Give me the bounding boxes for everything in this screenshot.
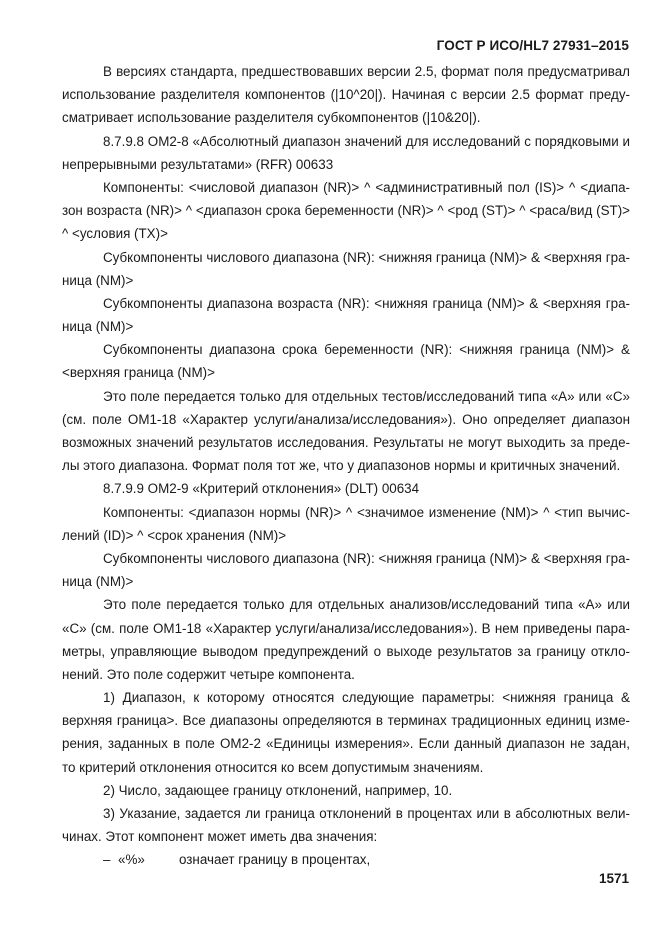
text-line: чинах. Этот компонент может иметь два значения:	[62, 829, 378, 845]
text-line: ница (NM)>	[62, 574, 134, 590]
bullet-dash: –	[103, 852, 111, 868]
text-line: «C» (см. поле OM1-18 «Характер услуги/анализа/исследования»). В нем приведены пара-	[62, 620, 630, 636]
text-line: то критерий отклонения относится ко всем допустимым значениям.	[62, 759, 484, 775]
text-line: верхняя граница>. Все диапазоны определяются в терминах традиционных единиц изме-	[62, 713, 630, 729]
text-line: 8.7.9.9 OM2-9 «Критерий отклонения» (DLT) 00634	[103, 481, 420, 497]
body-text	[62, 60, 630, 872]
text-line: 3) Указание, задается ли граница отклонений в процентах или в абсолютных вели-	[103, 806, 630, 821]
text-line: 8.7.9.8 OM2-8 «Абсолютный диапазон значений для исследований с порядковыми и	[103, 133, 630, 149]
text-line: ница (NM)>	[62, 272, 134, 288]
text-line: 1) Диапазон, к которому относятся следующие параметры: <нижняя граница &	[103, 690, 630, 706]
text-line: непрерывными результатами» (RFR) 00633	[62, 156, 334, 172]
text-line: зон возраста (NR)> ^ <диапазон срока беременности (NR)> ^ <род (ST)> ^ <раса/вид (ST)>	[62, 203, 630, 219]
text-line: Компоненты: <числовой диапазон (NR)> ^ <административный пол (IS)> ^ <диапа-	[103, 179, 630, 195]
text-line: рения, заданных в поле OM2-2 «Единицы измерения». Если данный диапазон не задан,	[62, 736, 630, 752]
text-line: метры, управляющие выводом предупреждений о выходе результатов за границу откло-	[62, 643, 630, 659]
text-line: лы этого диапазона. Формат поля тот же, что у диапазонов нормы и критичных значений.	[62, 458, 621, 474]
bullet-symbol: «%»	[118, 852, 145, 868]
text-line: (см. поле OM1-18 «Характер услуги/анализа/исследования»). Оно определяет диапазон	[62, 411, 630, 427]
text-line: возможных значений результатов исследования. Результаты не могут выходить за преде-	[62, 435, 630, 450]
bullet-item	[62, 848, 630, 871]
text-line: В версиях стандарта, предшествовавших версии 2.5, формат поля предусматривал	[103, 64, 630, 79]
text-line: использование разделителя компонентов (|10^20|). Начиная с версии 2.5 формат преду-	[62, 87, 630, 103]
text-line: лений (ID)> ^ <срок хранения (NM)>	[62, 527, 287, 543]
text-line: <верхняя граница (NM)>	[62, 365, 215, 381]
bullet-description: означает границу в процентах,	[179, 852, 371, 868]
text-line: сматривает использование разделителя субкомпонентов (|10&20|).	[62, 110, 481, 126]
text-line: Это поле передается только для отдельных анализов/исследований типа «A» или	[103, 597, 630, 613]
text-line: ^ <условия (TX)>	[62, 226, 168, 242]
text-line: нений. Это поле содержит четыре компонента.	[62, 666, 355, 682]
text-line: Субкомпоненты числового диапазона (NR): <нижняя граница (NM)> & <верхняя гра-	[103, 550, 630, 566]
standard-header: ГОСТ Р ИСО/HL7 27931–2015	[436, 38, 629, 53]
text-line: Субкомпоненты числового диапазона (NR): <нижняя граница (NM)> & <верхняя гра-	[103, 249, 630, 265]
text-line: Это поле передается только для отдельных тестов/исследований типа «A» или «C»	[103, 388, 630, 404]
text-line: Субкомпоненты диапазона возраста (NR): <нижняя граница (NM)> & <верхняя гра-	[103, 295, 630, 311]
text-line: ница (NM)>	[62, 319, 134, 335]
page-number: 1571	[598, 871, 629, 886]
text-line: 2) Число, задающее границу отклонений, например, 10.	[103, 782, 453, 798]
text-line: Субкомпоненты диапазона срока беременности (NR): <нижняя граница (NM)> &	[103, 342, 630, 358]
text-line: Компоненты: <диапазон нормы (NR)> ^ <значимое изменение (NM)> ^ <тип вычис-	[103, 504, 630, 520]
